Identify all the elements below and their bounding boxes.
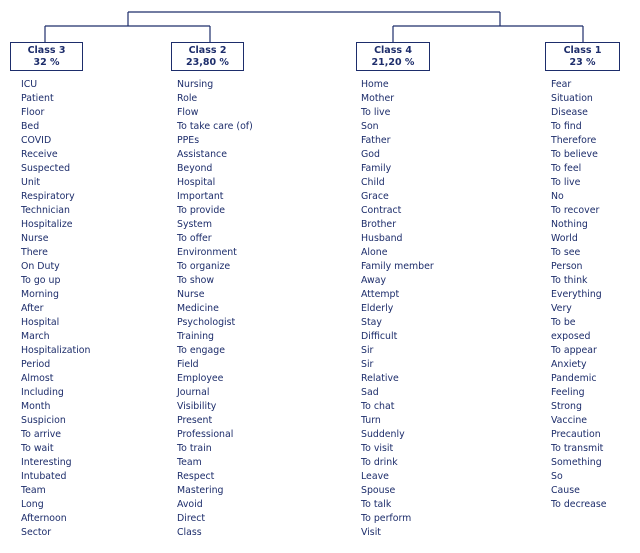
word-item: Anxiety [551, 359, 587, 370]
word-item: Medicine [177, 303, 219, 314]
word-item: Very [551, 303, 572, 314]
class-2-word-list [177, 78, 253, 540]
word-item: To perform [361, 513, 412, 524]
word-item: Nursing [177, 79, 214, 90]
word-item: Interesting [21, 457, 72, 468]
word-item: God [361, 149, 380, 160]
class-4-box [356, 42, 430, 71]
word-item: Sir [361, 359, 374, 370]
word-item: Spouse [361, 485, 396, 496]
word-item: Visit [361, 527, 381, 538]
word-item: Person [551, 261, 583, 272]
word-item: Important [177, 191, 224, 202]
class-4-word-list [361, 78, 434, 540]
class-1-box [545, 42, 620, 71]
word-item: Hospitalize [21, 219, 73, 230]
class-3-word-list [21, 78, 90, 540]
class-2-name: Class 2 [188, 45, 227, 56]
word-item: Hospital [21, 317, 60, 328]
word-item: To show [177, 275, 215, 286]
word-item: Respiratory [21, 191, 75, 202]
word-item: To decrease [551, 499, 607, 510]
word-item: Mastering [177, 485, 224, 496]
word-item: To find [551, 121, 582, 132]
word-item: To believe [551, 149, 598, 160]
word-item: Attempt [361, 289, 400, 300]
word-item: Mother [361, 93, 395, 104]
word-item: Hospitalization [21, 345, 91, 356]
word-item: Floor [21, 107, 45, 118]
word-item: Stay [361, 317, 382, 328]
word-item: Therefore [551, 135, 597, 146]
word-item: Contract [361, 205, 402, 216]
word-item: To provide [177, 205, 226, 216]
word-item: To live [551, 177, 581, 188]
word-item: To recover [551, 205, 600, 216]
word-item: On Duty [21, 261, 60, 272]
word-item: Suspicion [21, 415, 66, 426]
word-item: Leave [361, 471, 389, 482]
word-item: To be exposed [551, 317, 591, 342]
word-item: Beyond [177, 163, 213, 174]
word-item: Family [361, 163, 392, 174]
word-item: Grace [361, 191, 389, 202]
word-item: Environment [177, 247, 237, 258]
word-item: Month [21, 401, 51, 412]
word-item: Vaccine [551, 415, 588, 426]
class-2-box [171, 42, 244, 71]
word-item: To chat [361, 401, 395, 412]
word-item: Period [21, 359, 51, 370]
word-item: Cause [551, 485, 580, 496]
word-item: System [177, 219, 212, 230]
word-item: To feel [551, 163, 582, 174]
word-item: To talk [361, 499, 392, 510]
word-item: Assistance [177, 149, 227, 160]
word-item: Disease [551, 107, 588, 118]
word-item: Feeling [551, 387, 585, 398]
word-item: Present [177, 415, 213, 426]
word-item: Relative [361, 373, 399, 384]
word-item: Nurse [177, 289, 205, 300]
word-item: To live [361, 107, 391, 118]
word-item: Suspected [21, 163, 71, 174]
word-item: Journal [177, 387, 210, 398]
word-item: Bed [21, 121, 40, 132]
class-2-percent: 23,80 % [186, 57, 229, 68]
word-item: Team [177, 457, 202, 468]
word-item: Sad [361, 387, 379, 398]
word-item: Visibility [177, 401, 217, 412]
word-item: Patient [21, 93, 54, 104]
word-item: To see [551, 247, 581, 258]
word-item: Morning [21, 289, 59, 300]
word-item: Father [361, 135, 391, 146]
word-item: To organize [177, 261, 231, 272]
word-item: PPEs [177, 135, 200, 146]
word-item: ICU [21, 79, 38, 90]
word-item: Nurse [21, 233, 49, 244]
word-item: Long [21, 499, 44, 510]
word-item: Family member [361, 261, 434, 272]
word-item: Everything [551, 289, 602, 300]
word-item: Flow [177, 107, 199, 118]
word-item: Elderly [361, 303, 394, 314]
word-item: Brother [361, 219, 397, 230]
word-item: To go up [21, 275, 61, 286]
word-item: To visit [361, 443, 394, 454]
word-item: March [21, 331, 50, 342]
word-item: To engage [177, 345, 225, 356]
class-3-percent: 32 % [33, 57, 60, 68]
word-item: Role [177, 93, 198, 104]
word-item: To offer [177, 233, 212, 244]
word-item: Employee [177, 373, 224, 384]
word-item: Almost [21, 373, 54, 384]
word-item: No [551, 191, 564, 202]
word-item: After [21, 303, 44, 314]
word-item: Intubated [21, 471, 67, 482]
word-item: To think [551, 275, 588, 286]
word-item: Pandemic [551, 373, 597, 384]
word-item: Including [21, 387, 64, 398]
word-item: To arrive [21, 429, 62, 440]
word-item: Child [361, 177, 385, 188]
word-item: To take care (of) [177, 121, 253, 132]
word-item: Training [177, 331, 214, 342]
word-item: Alone [361, 247, 388, 258]
word-item: Nothing [551, 219, 588, 230]
word-item: Son [361, 121, 379, 132]
class-3-box [10, 42, 83, 71]
word-item: Class [177, 527, 202, 538]
word-item: To drink [361, 457, 398, 468]
word-item: To transmit [551, 443, 604, 454]
word-item: Afternoon [21, 513, 67, 524]
word-item: Receive [21, 149, 58, 160]
class-4-name: Class 4 [374, 45, 412, 56]
word-item: Situation [551, 93, 593, 104]
word-item: Field [177, 359, 199, 370]
class-1-percent: 23 % [569, 57, 596, 68]
word-item: Professional [177, 429, 234, 440]
word-item: Difficult [361, 331, 398, 342]
word-item: Team [21, 485, 46, 496]
word-item: Husband [361, 233, 403, 244]
word-item: Sir [361, 345, 374, 356]
class-1-name: Class 1 [563, 45, 602, 56]
word-item: Away [361, 275, 386, 286]
word-item: So [551, 471, 563, 482]
word-item: Fear [551, 79, 572, 90]
word-item: Hospital [177, 177, 216, 188]
word-item: Psychologist [177, 317, 236, 328]
word-item: Strong [551, 401, 582, 412]
class-4-percent: 21,20 % [371, 57, 415, 68]
word-item: World [551, 233, 578, 244]
word-item: Respect [177, 471, 215, 482]
word-item: Avoid [177, 499, 203, 510]
word-item: There [21, 247, 48, 258]
word-item: Direct [177, 513, 206, 524]
class-1-word-list [551, 78, 607, 512]
word-item: COVID [21, 135, 52, 146]
word-item: Precaution [551, 429, 601, 440]
word-item: To wait [21, 443, 54, 454]
word-item: Suddenly [361, 429, 405, 440]
word-item: To appear [551, 345, 597, 356]
word-item: Home [361, 79, 389, 90]
word-item: Unit [21, 177, 41, 188]
word-item: To train [177, 443, 212, 454]
word-item: Something [551, 457, 602, 468]
word-item: Turn [361, 415, 381, 426]
word-item: Technician [21, 205, 70, 216]
word-item: Sector [21, 527, 52, 538]
class-3-name: Class 3 [27, 45, 66, 56]
